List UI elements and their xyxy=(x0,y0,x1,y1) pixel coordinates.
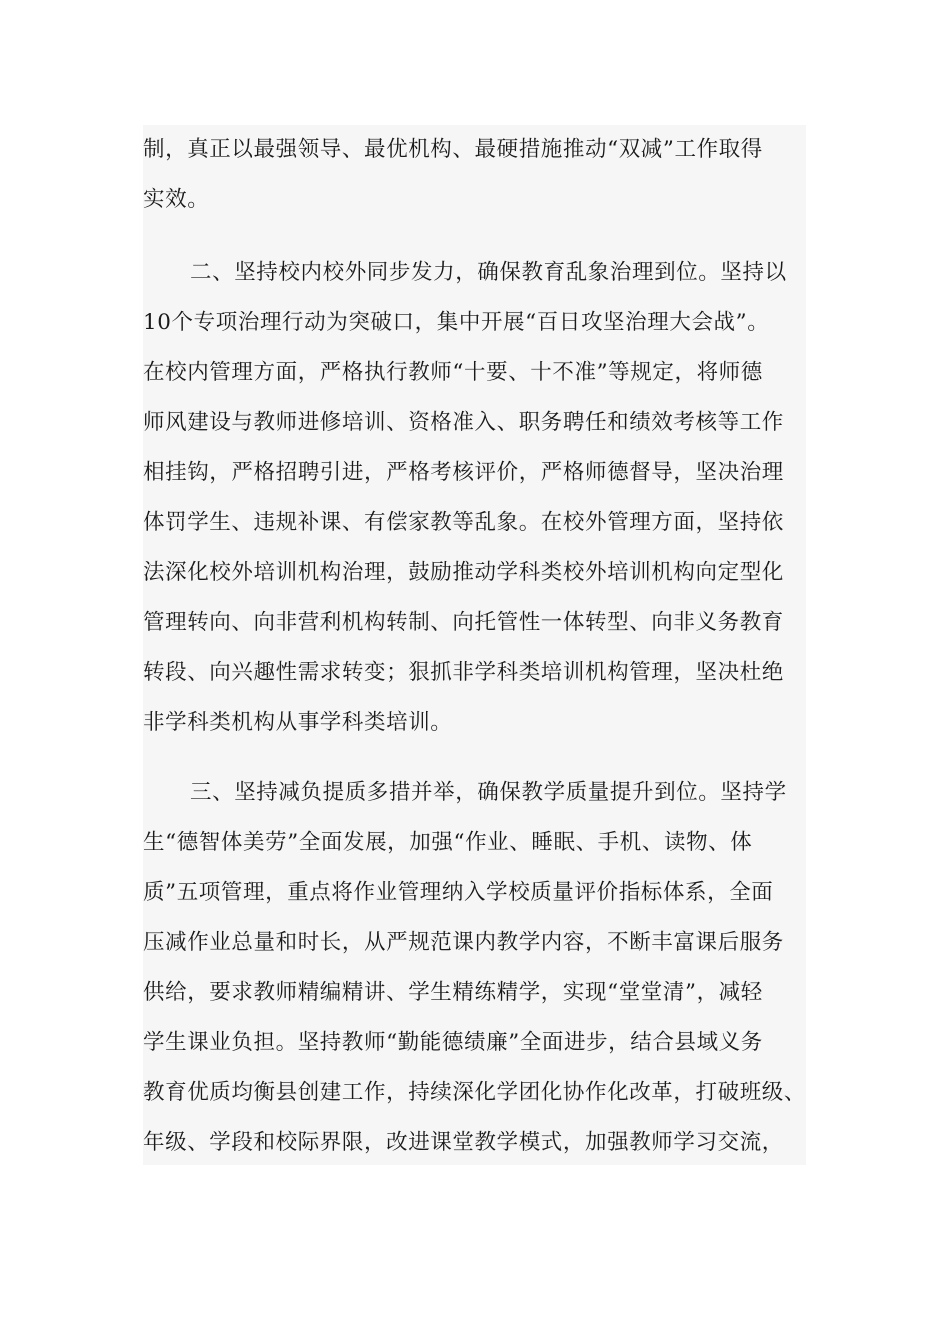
text-line: 相挂钩，严格招聘引进，严格考核评价，严格师德督导，坚决治理 xyxy=(143,460,784,485)
paragraph-heading-line: 二、坚持校内校外同步发力，确保教育乱象治理到位。坚持以 xyxy=(190,260,787,285)
text-line: 在校内管理方面，严格执行教师“十要、十不准”等规定，将师德 xyxy=(143,360,763,385)
text-line: 非学科类机构从事学科类培训。 xyxy=(143,710,453,735)
text-line: 教育优质均衡县创建工作，持续深化学团化协作化改革，打破班级、 xyxy=(143,1080,807,1105)
text-line: 管理转向、向非营利机构转制、向托管性一体转型、向非义务教育 xyxy=(143,610,784,635)
paragraph-heading-line: 三、坚持减负提质多措并举，确保教学质量提升到位。坚持学 xyxy=(190,780,787,805)
text-line: 10个专项治理行动为突破口，集中开展“百日攻坚治理大会战”。 xyxy=(143,310,770,335)
text-line: 学生课业负担。坚持教师“勤能德绩廉”全面进步，结合县域义务 xyxy=(143,1030,763,1055)
text-line: 法深化校外培训机构治理，鼓励推动学科类校外培训机构向定型化 xyxy=(143,560,784,585)
text-line: 实效。 xyxy=(143,187,210,212)
text-line: 制，真正以最强领导、最优机构、最硬措施推动“双减”工作取得 xyxy=(143,137,763,162)
text-line: 压减作业总量和时长，从严规范课内教学内容，不断丰富课后服务 xyxy=(143,930,784,955)
text-line: 供给，要求教师精编精讲、学生精练精学，实现“堂堂清”，减轻 xyxy=(143,980,763,1005)
text-line: 年级、学段和校际界限，改进课堂教学模式，加强教师学习交流， xyxy=(143,1130,784,1155)
text-line: 师风建设与教师进修培训、资格准入、职务聘任和绩效考核等工作 xyxy=(143,410,784,435)
text-line: 体罚学生、违规补课、有偿家教等乱象。在校外管理方面，坚持依 xyxy=(143,510,784,535)
text-line: 转段、向兴趣性需求转变；狠抓非学科类培训机构管理，坚决杜绝 xyxy=(143,660,784,685)
text-line: 生“德智体美劳”全面发展，加强“作业、睡眠、手机、读物、体 xyxy=(143,830,753,855)
text-line: 质”五项管理，重点将作业管理纳入学校质量评价指标体系，全面 xyxy=(143,880,774,905)
